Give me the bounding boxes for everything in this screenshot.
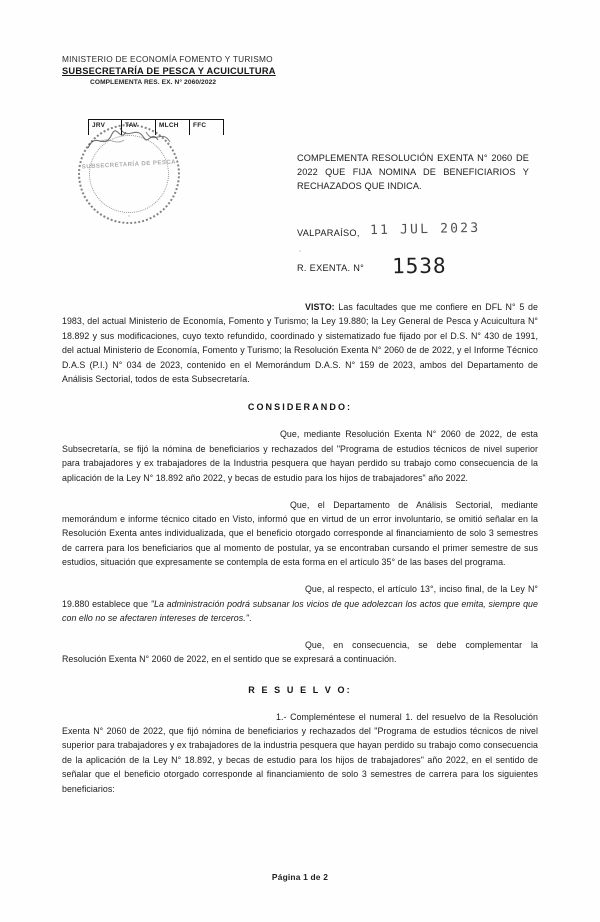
considerando-4-lead: Que, en consecuencia, se debe complementar la — [305, 639, 538, 650]
scan-speck — [299, 250, 301, 252]
initials-cell-tav: TAV — [122, 120, 156, 135]
paragraph-considerando-4 — [62, 638, 538, 667]
seal-text: SUBSECRETARÍA DE PESCA — [81, 160, 177, 171]
handwritten-signature-icon — [86, 122, 196, 158]
document-body — [62, 300, 538, 809]
initials-cell-jrv: JRV — [88, 120, 122, 135]
ministry-name: MINISTERIO DE ECONOMÍA FOMENTO Y TURISMO — [62, 54, 273, 64]
subsecretariat-name: SUBSECRETARÍA DE PESCA Y ACUICULTURA — [62, 66, 276, 76]
resolution-number-label: R. EXENTA. N° — [297, 263, 365, 273]
considerando-1-text: 2022, de esta Subsecretaría, se fijó la nómina de beneficiarios y rechazados del "Programa de estudios técnicos de nivel superior para trabajadores y ex trabajadores de la Industria pesquera que hayan perdido su trabajo como consecuencia de la aplicación de la Ley N° 18.892 año 2022, y becas de estudio para los hijos de trabajadores" año 2022. — [62, 429, 539, 483]
initials-cell-ffc: FFC — [190, 120, 224, 135]
visto-text: Las facultades que me confiere en DFL N° 5 de 1983, del actual Ministerio de Economía, Fomento y Turismo; la Ley 19.880; la Ley General de Pesca y Acuicultura N° 18.892 y sus modificaciones, cuyo texto refundido, coordinado y sistematizado fue fijado por el D.S. N° 430 de 1991, del actual Ministerio de Economía, Fomento y Turismo; la Resolución Exenta N° 2060 de de 2022, y el Informe Técnico D.A.S (P.I.) N° 034 de 2023, contenido en el Memorándum D.A.S. N° 159 de 2023, ambos del Departamento de Análisis Sectorial, todos de esta Subsecretaría. — [62, 302, 538, 385]
considerando-3-text-before: Ley N° 19.880 establece que — [62, 584, 538, 609]
considerando-3-lead: Que, al respecto, el artículo 13°, inciso final, de la — [305, 584, 508, 595]
paragraph-considerando-1 — [62, 427, 538, 485]
considerando-4-text: Resolución Exenta N° 2060 de 2022, en el sentido que se expresará a continuación. — [62, 654, 397, 665]
scan-speck — [128, 215, 130, 217]
paragraph-considerando-3 — [62, 582, 538, 625]
place-label: VALPARAÍSO, — [297, 228, 360, 238]
considerando-2-lead: Que, el Departamento de Análisis Sectorial, — [290, 499, 493, 510]
page-footer: Página 1 de 2 — [271, 872, 329, 882]
paragraph-visto — [62, 300, 538, 386]
date-stamp: 11 JUL 2023 — [369, 220, 481, 239]
letterhead — [62, 54, 382, 86]
scan-speck — [497, 717, 499, 719]
resuelvo-1-text: la Resolución Exenta N° 2060 de 2022, que fijó nómina de beneficiarios y rechazados del "Programa de estudios técnicos de nivel superior para trabajadores y ex trabajadores de la industria pesquera que hayan perdido su trabajo como consecuencia de la aplicación de la Ley N° 18.892, y becas de estudio para los hijos de trabajadores" año 2022, en el sentido de señalar que el beneficio otorgado corresponde al financiamiento de solo 3 semestres de carrera para los siguientes beneficiarios: — [62, 711, 538, 794]
visto-lead: VISTO: — [305, 302, 335, 312]
considerando-2-text: mediante memorándum e informe técnico citado en Visto, informó que en virtud de un error involuntario, se omitió señalar en la Resolución Exenta antes individualizada, que el beneficio otorgado corresponde al financiamiento de solo 3 semestres de carrera para los beneficiarios que al momento de postular, ya se encontraban cursando el primer semestre de sus estudios, situación que expresamente se contempla de esta forma en el artículo 35° de las bases del programa. — [62, 499, 538, 568]
initials-cell-mlch: MLCH — [156, 120, 190, 135]
resolution-number-value: 1538 — [391, 253, 447, 279]
considerando-3-text-after: . — [248, 612, 252, 623]
resuelvo-heading: R E S U E L V O: — [248, 684, 352, 695]
reference-line: COMPLEMENTA RES. EX. N° 2060/2022 — [90, 79, 217, 86]
paragraph-resuelvo-1 — [62, 710, 538, 796]
considerando-3-quoted-law: "La administración podrá subsanar los vicios de que adolezcan los actos que emita, siempre que con ello no se afectaren intereses de terceros." — [62, 598, 538, 623]
considerando-1-lead: Que, mediante Resolución Exenta N° 2060 de — [280, 429, 476, 440]
resuelvo-1-lead: 1.- Compleméntese el numeral 1. del resuelvo de — [276, 711, 480, 722]
paragraph-considerando-2 — [62, 498, 538, 570]
document-title: COMPLEMENTA RESOLUCIÓN EXENTA N° 2060 DE 2022 QUE FIJA NOMINA DE BENEFICIARIOS Y RECHAZADOS QUE INDICA. — [297, 153, 529, 191]
considerando-heading: CONSIDERANDO: — [247, 402, 353, 413]
